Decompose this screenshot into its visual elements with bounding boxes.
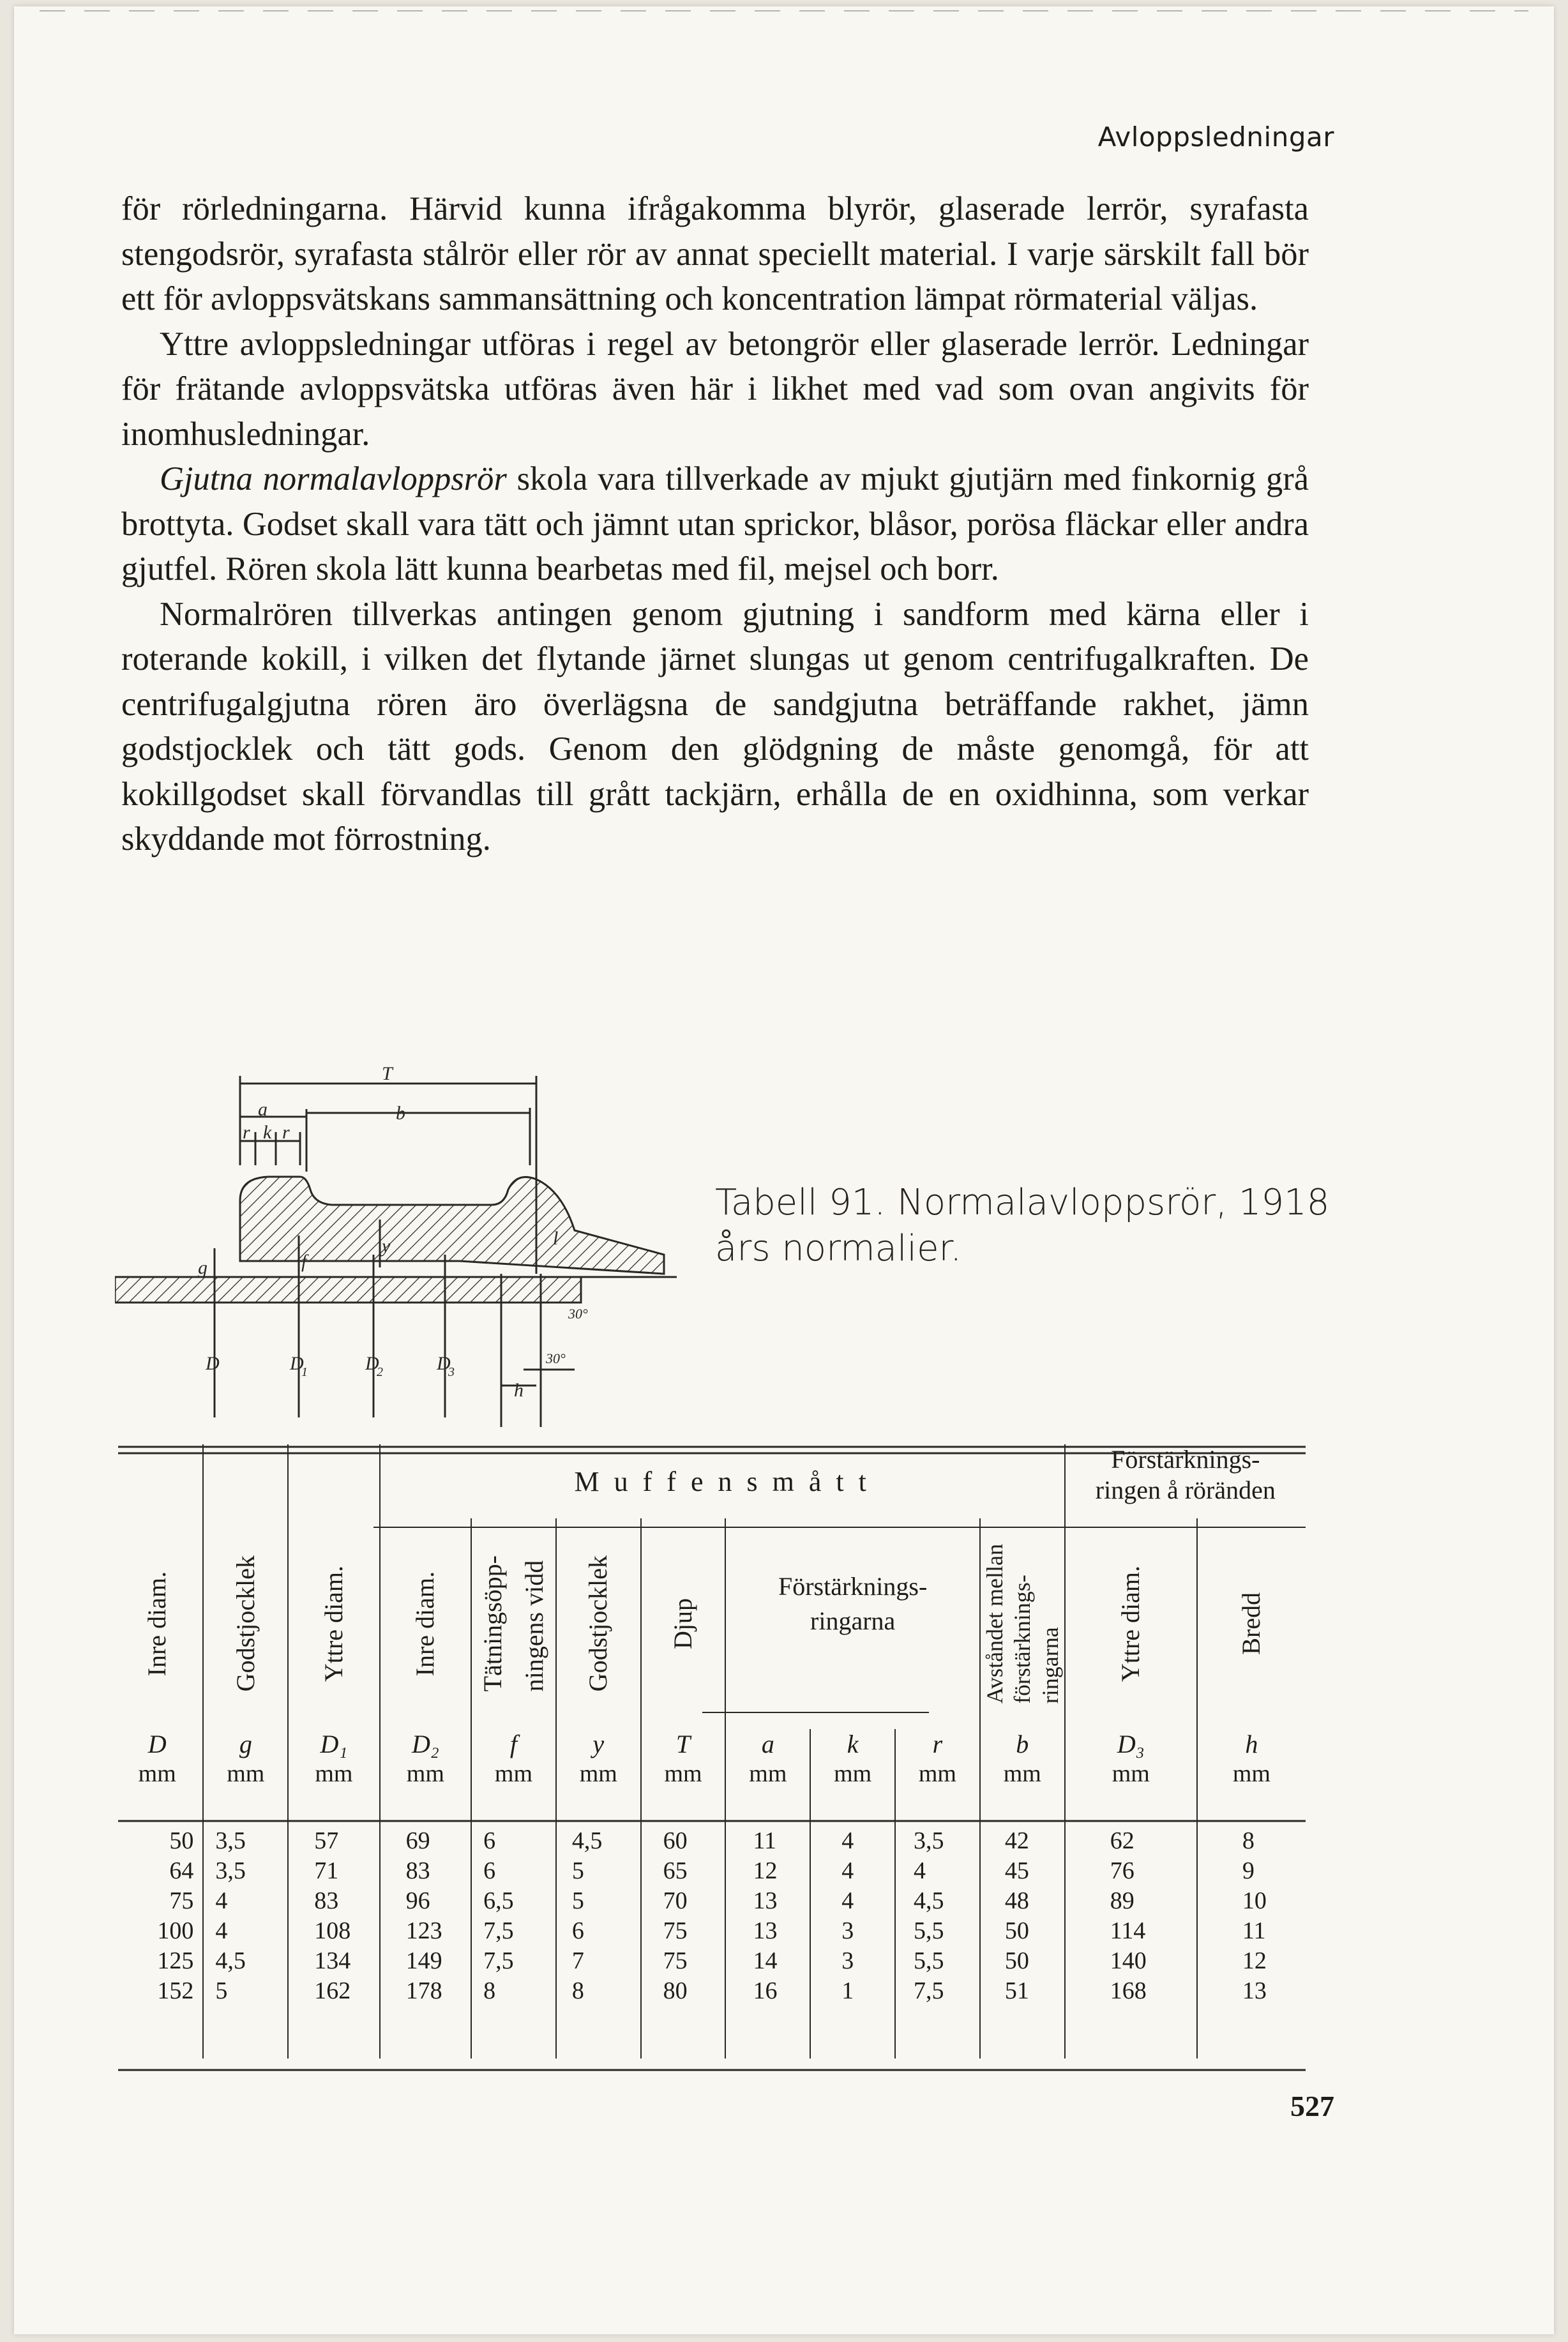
fig-label-h: h	[514, 1380, 524, 1401]
fig-label-r1: r	[243, 1122, 250, 1143]
page-number: 527	[1290, 2090, 1334, 2122]
socket-drawing	[115, 1063, 702, 1446]
data-col-b: 42 45 48 50 50 51	[980, 1812, 1065, 2059]
paragraph-3-text: skola vara tillverkade av mjukt gjutjärn med finkornig grå brottyta. Godset skall vara tätt och jämnt utan sprickor, blåsor, porösa fläckar eller andra gjutfel. Rören skola lätt kunna bearbetas med fil, mejsel och borr.	[121, 460, 1309, 587]
fig-label-a: a	[258, 1099, 268, 1120]
data-col-D3: 62 76 89 114 140 168	[1065, 1812, 1197, 2059]
fig-label-f: f	[301, 1251, 307, 1272]
symbol-row: D g D₁ D₂ f y T a k r b D₃ h	[112, 1729, 1306, 1760]
paragraph-4: Normalrören tillverkas antingen genom gjutning i sandform med kärna eller i roterande kokill, i vilken det flytande järnet slungas ut genom centrifugalkraften. De centrifugalgjutna rören äro överlägsna de sandgjutna beträffande rakhet, jämn godstjocklek och tätt gods. Genom den glödgning de måste genomgå, för att kokillgodset skall förvandlas till grått tackjärn, erhålla de en oxidhinna, som verkar skyddande mot förrostning.	[121, 595, 1309, 857]
fig-label-D1: D	[290, 1353, 304, 1374]
unit-row: mm mm mm mm mm mm mm mm mm mm mm mm mm	[112, 1760, 1306, 1812]
fig-label-D2-sub: 2	[377, 1365, 383, 1379]
col-ring-outer-diam: Yttre diam.	[1116, 1565, 1145, 1682]
fig-label-angle1: 30°	[546, 1350, 566, 1366]
paragraph-3-italic: Gjutna normalavloppsrör	[160, 460, 507, 497]
data-col-D: 50 64 75 100 125 152	[157, 1827, 194, 2004]
body-text	[121, 186, 1309, 862]
col-muff-inner-diam: Inre diam.	[411, 1571, 440, 1677]
running-head: Avloppsledningar	[1097, 121, 1334, 153]
data-col-h: 8 9 10 11 12 13	[1197, 1812, 1306, 2059]
top-edge-rule	[40, 10, 1528, 11]
fig-label-D: D	[206, 1353, 220, 1374]
data-col-f: 6 6 6,5 7,5 7,5 8	[471, 1812, 556, 2059]
fig-label-T: T	[382, 1063, 393, 1084]
fig-label-r2: r	[282, 1122, 290, 1143]
fig-label-l: l	[553, 1228, 559, 1249]
col-ring-width: Bredd	[1237, 1592, 1266, 1655]
col-outer-diam: Yttre diam.	[319, 1565, 348, 1682]
data-col-g: 3,5 3,5 4 4 4,5 5	[203, 1812, 288, 2059]
ring-end-header: Förstärknings- ringen å röränden	[1065, 1444, 1306, 1518]
col-sealing-gap-line2: ningens vidd	[520, 1560, 549, 1692]
paragraph-1: för rörledningarna. Härvid kunna ifrågakomma blyrör, glaserade lerrör, syrafasta stengodsrör, syrafasta stålrör eller rör av annat speciellt material. I varje särskilt fall bör ett för avloppsvätskans sammansättning och koncentration lämpat rörmaterial väljas.	[121, 190, 1309, 317]
data-col-r: 3,5 4 4,5 5,5 5,5 7,5	[895, 1812, 980, 2059]
fig-label-D2: D	[365, 1353, 379, 1374]
data-rows	[112, 1812, 1306, 2059]
data-col-T: 60 65 70 75 75 80	[641, 1812, 726, 2059]
fig-label-y: y	[382, 1235, 391, 1257]
fig-label-D3-sub: 3	[448, 1365, 455, 1379]
data-col-D2: 69 83 96 123 149 178	[380, 1812, 471, 2059]
muff-dimensions-header: M u f f e n s m å t t	[380, 1444, 1065, 1518]
paragraph-2: Yttre avloppsledningar utföras i regel av betongrör eller glaserade lerrör. Ledningar för frätande avloppsvätska utföras även här i likhet med vad som ovan angivits för inomhusledningar.	[121, 325, 1309, 453]
fig-label-angle2: 30°	[568, 1306, 588, 1322]
caption-line-2: års normalier.	[715, 1228, 962, 1269]
pipe-wall-hatched	[115, 1277, 581, 1303]
paragraph-3	[121, 457, 1309, 592]
caption-line-1: Tabell 91. Normalavloppsrör, 1918	[715, 1182, 1330, 1223]
col-sealing-gap-line1: Tätningsöpp-	[478, 1555, 507, 1692]
col-ring-distance-line3: ringarna	[1037, 1627, 1063, 1704]
data-col-D1: 57 71 83 108 134 162	[288, 1812, 379, 2059]
fig-label-g: g	[198, 1257, 207, 1278]
reinforcing-rings-header: Förstärknings- ringarna	[725, 1518, 979, 1729]
table-caption	[715, 1180, 1329, 1272]
col-ring-distance-line2: förstärknings-	[1009, 1575, 1036, 1704]
col-wall-thickness: Godstjocklek	[230, 1555, 260, 1692]
fig-label-D3: D	[437, 1353, 451, 1374]
data-col-y: 4,5 5 5 6 7 8	[556, 1812, 641, 2059]
col-depth: Djup	[668, 1598, 698, 1649]
specification-table	[112, 1444, 1312, 2080]
col-ring-distance-line1: Avståndet mellan	[981, 1543, 1007, 1704]
col-inner-diam: Inre diam.	[142, 1571, 172, 1677]
data-col-a: 11 12 13 13 14 16	[725, 1812, 810, 2059]
fig-label-k: k	[263, 1122, 272, 1143]
fig-label-b: b	[396, 1103, 405, 1124]
data-col-k: 4 4 4 3 3 1	[810, 1812, 895, 2059]
col-muff-wall-thickness: Godstjocklek	[584, 1555, 613, 1692]
fig-label-D1-sub: 1	[301, 1365, 308, 1379]
socket-cross-section-figure	[115, 1063, 702, 1446]
spec-table	[112, 1444, 1306, 2059]
